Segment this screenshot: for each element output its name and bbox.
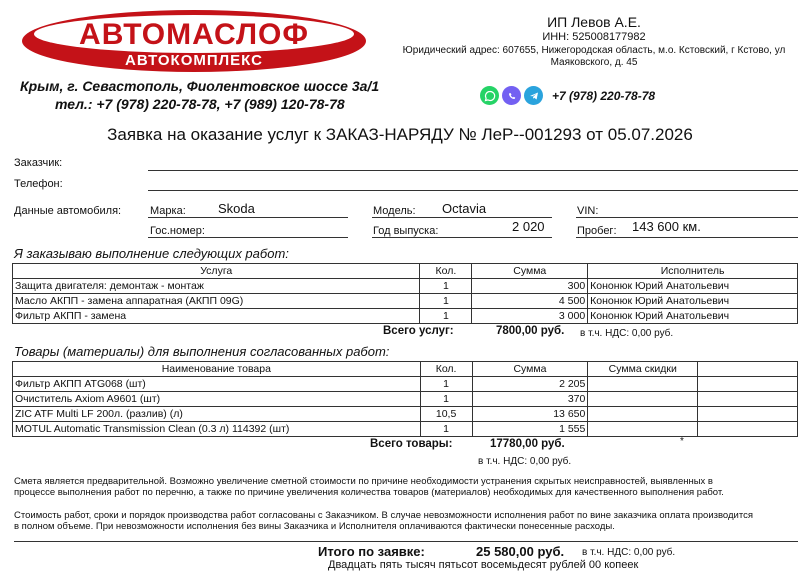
goods-col-name: Наименование товара [13, 362, 421, 377]
table-row [13, 294, 798, 309]
grand-total-words: Двадцать пять тысяч пятьсот восемьдесят рублей 00 копеек [328, 559, 639, 571]
service-sum: 3 000 [472, 309, 588, 324]
service-name: Защита двигателя: демонтаж - монтаж [13, 279, 420, 294]
grand-total-label: Итого по заявке: [318, 544, 425, 559]
mileage-line [576, 237, 798, 238]
goods-qty: 1 [420, 422, 472, 437]
goods-extra [698, 377, 798, 392]
services-col-service: Услуга [13, 264, 420, 279]
services-table [12, 263, 798, 324]
goods-extra [698, 407, 798, 422]
grand-divider [14, 541, 798, 542]
service-executor: Кононюк Юрий Анатольевич [588, 309, 798, 324]
note-estimate: Смета является предварительной. Возможно увеличение сметной стоимости по причине необходимости устранения скрытых неисправностей, выявленных в процессе выполнения работ по перечню, а также по причине увеличения количества товаров (материалов) необходимых для качественного выполнения работ. [14, 476, 724, 498]
service-qty: 1 [420, 309, 472, 324]
document-title: Заявка на оказание услуг к ЗАКАЗ-НАРЯДУ № ЛеР--001293 от 05.07.2026 [107, 125, 693, 144]
goods-col-discount: Сумма скидки [588, 362, 698, 377]
model-label: Модель: [373, 205, 416, 217]
service-name: Масло АКПП - замена аппаратная (АКПП 09G) [13, 294, 420, 309]
year-value: 2 020 [512, 219, 545, 234]
goods-heading: Товары (материалы) для выполнения согласованных работ: [14, 344, 390, 359]
services-col-qty: Кол. [420, 264, 472, 279]
goods-total-label: Всего товары: [370, 438, 453, 450]
goods-sum: 370 [472, 392, 588, 407]
goods-qty: 1 [420, 377, 472, 392]
goods-extra [698, 422, 798, 437]
services-total-label: Всего услуг: [383, 325, 454, 337]
vin-line [576, 217, 798, 218]
goods-sum: 1 555 [472, 422, 588, 437]
plate-label: Гос.номер: [150, 225, 205, 237]
goods-discount [588, 407, 698, 422]
goods-total-star: * [680, 436, 684, 447]
company-name: ИП Левов А.Е. [547, 14, 641, 30]
services-header-row [13, 264, 798, 279]
services-col-sum: Сумма [472, 264, 588, 279]
model-value: Octavia [442, 201, 487, 216]
goods-discount [588, 377, 698, 392]
goods-col-sum: Сумма [472, 362, 588, 377]
mileage-label: Пробег: [577, 225, 617, 237]
shop-address: Крым, г. Севастополь, Фиолентовское шоссе 3а/1 [20, 78, 380, 94]
service-sum: 300 [472, 279, 588, 294]
service-qty: 1 [420, 279, 472, 294]
viber-icon[interactable] [502, 86, 521, 105]
make-line [148, 217, 348, 218]
vehicle-label: Данные автомобиля: [14, 205, 122, 217]
company-legal-address: Юридический адрес: 607655, Нижегородская область, м.о. Кстовский, г Кстово, ул Маяковского, д. 45 [402, 45, 786, 68]
grand-total-value: 25 580,00 руб. [476, 544, 565, 559]
mileage-value: 143 600 км. [632, 219, 701, 234]
note-terms: Стоимость работ, сроки и порядок производства работ согласованы с Заказчиком. В случае невозможности исполнения работ по вине заказчика оплата производится в полном объеме. При невозможности исполнения без вины Заказчика и Исполнителя оплачиваются фактически понесенные расходы. [14, 510, 753, 532]
company-inn: ИНН: 525008177982 [542, 31, 646, 43]
phone-line [148, 190, 798, 191]
plate-line [148, 237, 348, 238]
service-executor: Кононюк Юрий Анатольевич [588, 294, 798, 309]
brand-name: АВТОМАСЛОФ [79, 18, 309, 51]
telegram-icon[interactable] [524, 86, 543, 105]
shop-phones: тел.: +7 (978) 220-78-78, +7 (989) 120-78-78 [55, 96, 345, 112]
messenger-phone[interactable]: +7 (978) 220-78-78 [552, 88, 656, 103]
goods-extra [698, 392, 798, 407]
goods-name: Фильтр АКПП ATG068 (шт) [13, 377, 421, 392]
service-qty: 1 [420, 294, 472, 309]
table-row [13, 377, 798, 392]
goods-table [12, 361, 798, 437]
goods-sum: 2 205 [472, 377, 588, 392]
brand-logo [20, 8, 368, 74]
make-label: Марка: [150, 205, 186, 217]
make-value: Skoda [218, 201, 255, 216]
goods-vat: в т.ч. НДС: 0,00 руб. [478, 456, 572, 467]
goods-discount [588, 392, 698, 407]
services-col-executor: Исполнитель [588, 264, 798, 279]
goods-discount [588, 422, 698, 437]
table-row [13, 407, 798, 422]
goods-qty: 10,5 [420, 407, 472, 422]
service-executor: Кононюк Юрий Анатольевич [588, 279, 798, 294]
goods-header-row [13, 362, 798, 377]
customer-line [148, 170, 798, 171]
goods-total-value: 17780,00 руб. [490, 438, 565, 450]
model-line [372, 217, 552, 218]
whatsapp-icon[interactable] [480, 86, 499, 105]
services-total-value: 7800,00 руб. [496, 325, 565, 337]
company-info [390, 14, 798, 69]
vin-label: VIN: [577, 205, 599, 217]
table-row [13, 422, 798, 437]
goods-col-extra [698, 362, 798, 377]
service-name: Фильтр АКПП - замена [13, 309, 420, 324]
brand-subtitle: АВТОКОМПЛЕКС [125, 52, 263, 69]
table-row [13, 392, 798, 407]
year-label: Год выпуска: [373, 225, 439, 237]
year-line [372, 237, 552, 238]
goods-name: Очиститель Axiom A9601 (шт) [13, 392, 421, 407]
goods-name: ZIC ATF Multi LF 200л. (разлив) (л) [13, 407, 421, 422]
phone-label: Телефон: [14, 178, 63, 190]
messenger-contacts [480, 86, 655, 105]
goods-col-qty: Кол. [420, 362, 472, 377]
goods-sum: 13 650 [472, 407, 588, 422]
table-row [13, 309, 798, 324]
customer-label: Заказчик: [14, 157, 63, 169]
goods-name: MOTUL Automatic Transmission Clean (0.3 л) 114392 (шт) [13, 422, 421, 437]
goods-qty: 1 [420, 392, 472, 407]
services-vat: в т.ч. НДС: 0,00 руб. [580, 328, 674, 339]
services-heading: Я заказываю выполнение следующих работ: [14, 246, 289, 261]
service-sum: 4 500 [472, 294, 588, 309]
grand-vat: в т.ч. НДС: 0,00 руб. [582, 547, 676, 558]
table-row [13, 279, 798, 294]
